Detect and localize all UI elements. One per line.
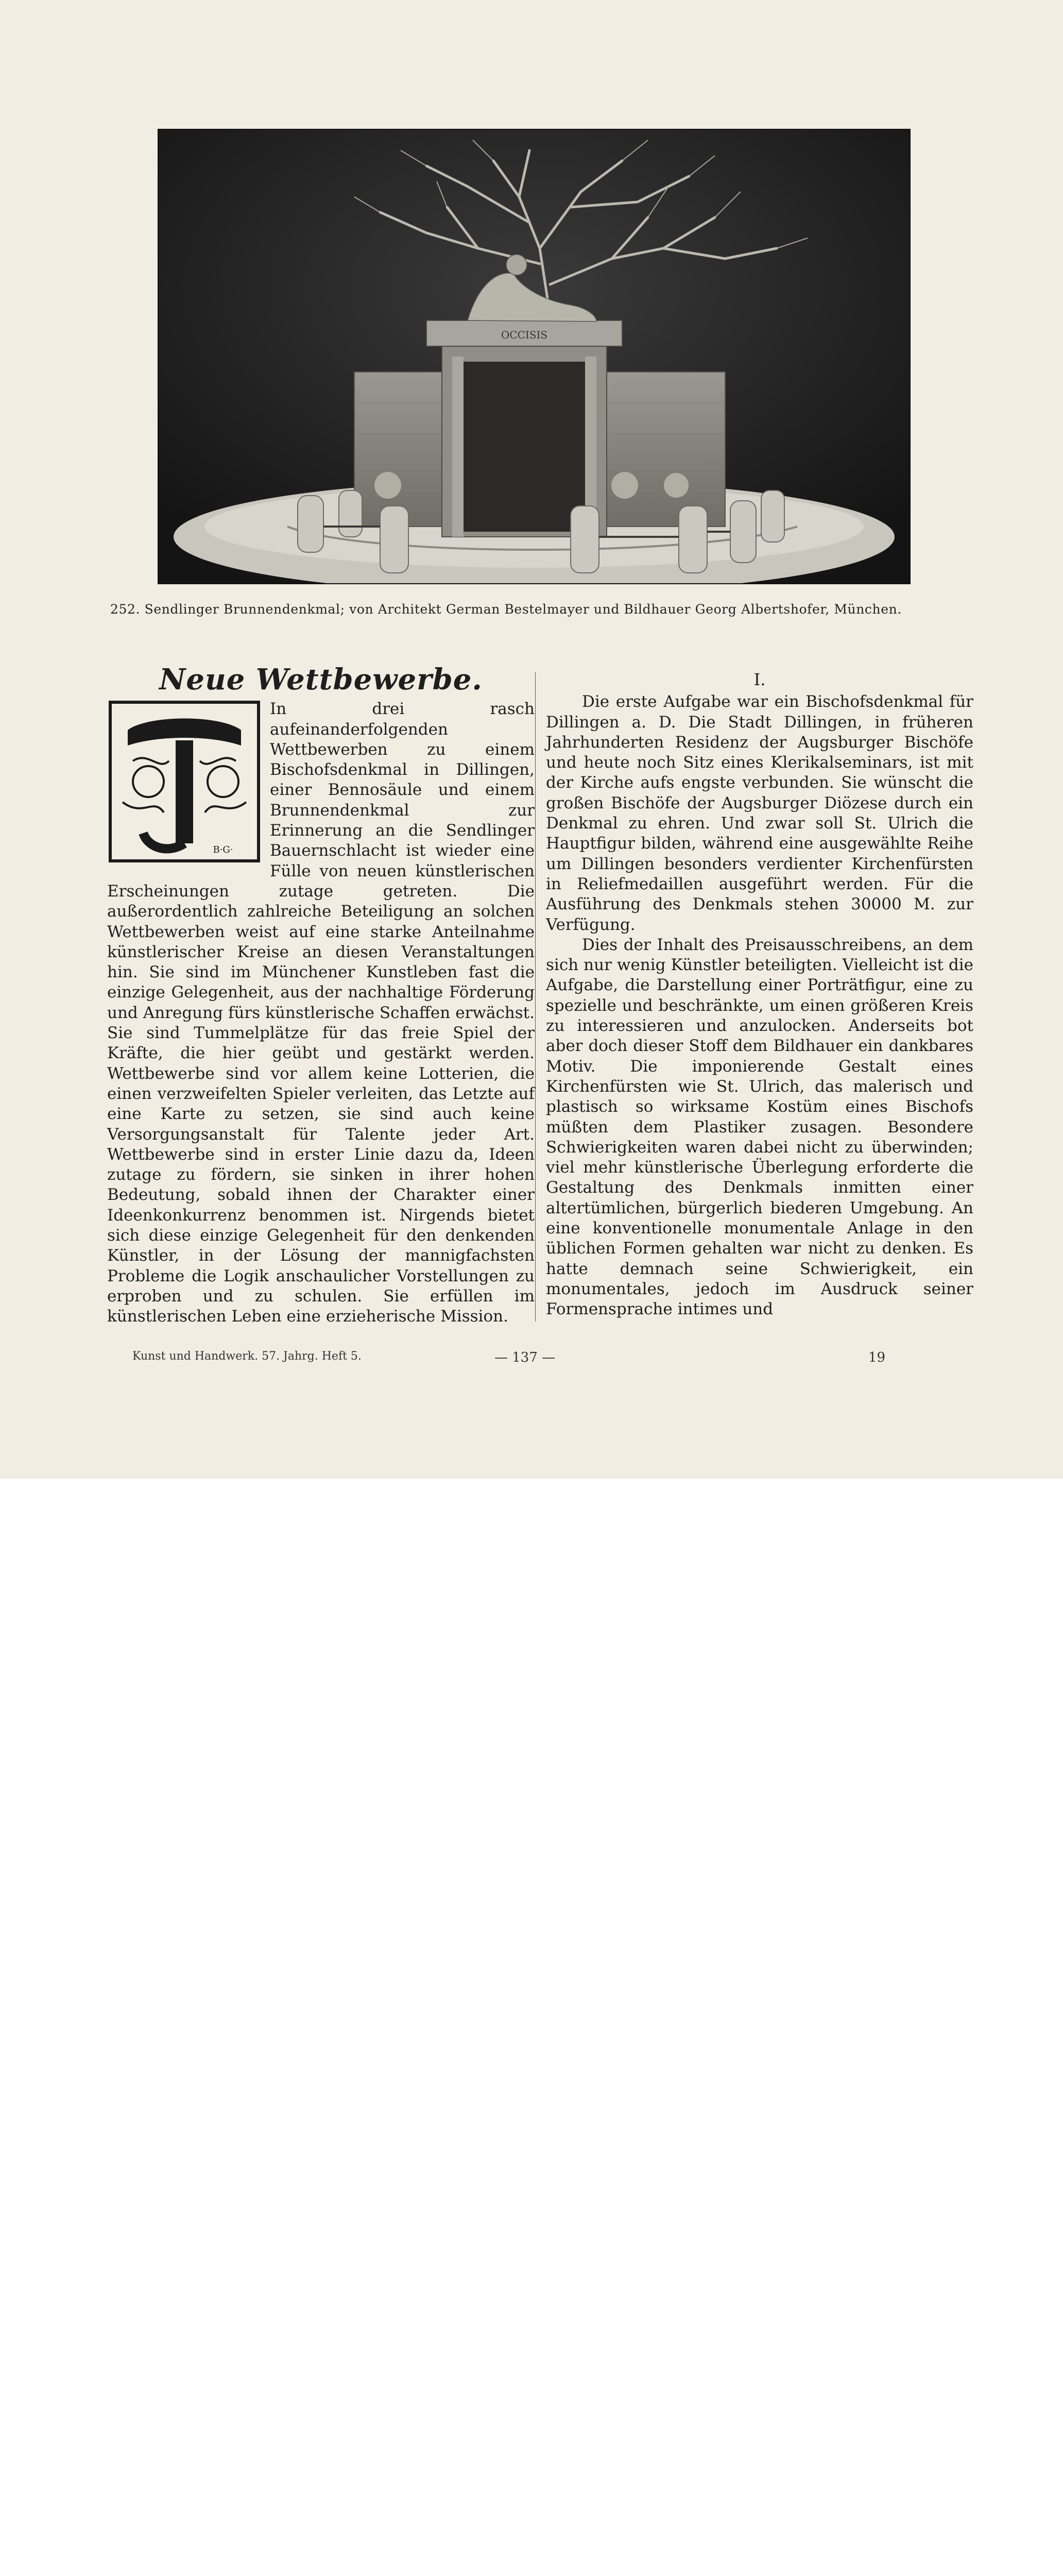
left-column bbox=[107, 663, 535, 1327]
right-paragraph-2: Dies der Inhalt des Preisausschreibens, an dem sich nur wenig Künstler beteiligten. Vielleicht ist die Aufgabe, die Darstellung einer Porträtfigur, eine zu spezielle und beschränkte, um einen größeren Kreis zu interessieren und anzulocken. Anderseits bot aber doch dieser Stoff dem Bildhauer ein dankbares Motiv. Die imponierende Gestalt eines Kirchenfürsten wie St. Ulrich, das malerisch und plastisch so wirksame Kostüm eines Bischofs müßten dem Plastiker zusagen. Besondere Schwierigkeiten waren dabei nicht zu überwinden; viel mehr künstlerische Überlegung erforderte die Gestaltung des Denkmals inmitten einer altertümlichen, bürgerlich biederen Umgebung. An eine konventionelle monumentale Anlage in den üblichen Formen gehalten war nicht zu denken. Es hatte demnach seine Schwierigkeit, ein monumentales, jedoch im Ausdruck seiner Formensprache intimes und bbox=[546, 935, 973, 1319]
journal-footer: Kunst und Handwerk. 57. Jahrg. Heft 5. bbox=[132, 1350, 362, 1363]
column-divider bbox=[535, 672, 536, 1321]
right-paragraph-1: Die erste Aufgabe war ein Bischofsdenkmal für Dillingen a. D. Die Stadt Dillingen, in früheren Jahrhunderten Residenz der Augsburger Bischöfe und heute noch Sitz eines Klerikalseminars, ist mit der Kirche aufs engste verbunden. Sie wünscht die großen Bischöfe der Augsburger Diözese durch ein Denkmal zu ehren. Und zwar soll St. Ulrich die Hauptfigur bilden, während eine ausgewählte Reihe um Dillingen besonders verdienter Kirchenfürsten in Reliefmedaillen ausgeführt werden. Für die Ausführung des Denkmals stehen 30000 M. zur Verfügung. bbox=[546, 692, 973, 934]
page-number: — 137 — bbox=[494, 1350, 556, 1365]
right-column bbox=[546, 670, 973, 1320]
ornamental-initial-icon bbox=[107, 699, 262, 864]
signature-mark: 19 bbox=[868, 1350, 886, 1365]
decorative-initial bbox=[107, 699, 262, 864]
section-number: I. bbox=[753, 670, 766, 689]
article-title: Neue Wettbewerbe. bbox=[159, 663, 483, 697]
figure-caption: 252. Sendlinger Brunnendenkmal; von Architekt German Bestelmayer und Bildhauer Georg Albertshofer, München. bbox=[110, 602, 902, 617]
fountain-photograph bbox=[158, 129, 911, 584]
fountain-illustration bbox=[159, 130, 910, 583]
viewer-footer-bar bbox=[0, 1479, 1063, 1564]
left-paragraph-1: In drei rasch aufeinanderfolgenden Wettbewerben zu einem Bischofsdenkmal in Dillingen, einer Bennosäule und einem Brunnendenkmal zur Erinnerung an die Sendlinger Bauernschlacht ist wieder eine Fülle von neuen künstlerischen Erscheinungen zutage getreten. Die außerordentlich zahlreiche Beteiligung an solchen Wettbewerben weist auf eine starke Anteilnahme künstlerischer Kreise an diesen Veranstaltungen hin. Sie sind im Münchener Kunstleben fast die einzige Gelegenheit, aus der nachhaltige Förderung und Anregung fürs künstlerische Schaffen erwächst. Sie sind Tummelplätze für das freie Spiel der Kräfte, die hier geübt und gestärkt werden. Wettbewerbe sind vor allem keine Lotterien, die einen verzweifelten Spieler verleiten, das Letzte auf eine Karte zu setzen, sie sind auch keine Versorgungsanstalt für Talente jeder Art. Wettbewerbe sind in erster Linie dazu da, Ideen zutage zu fördern, sie sinken in ihrer hohen Bedeutung, sobald ihnen der Charakter einer Ideenkonkurrenz benommen ist. Nirgends bietet sich diese einzige Gelegenheit für den denkenden Künstler, in der Lösung der mannigfachsten Probleme die Logik anschaulicher Vorstellungen zu erproben und zu schulen. Sie erfüllen im künstlerischen Leben eine erzieherische Mission. bbox=[107, 700, 535, 1326]
initial-monogram: B·G· bbox=[213, 844, 233, 856]
portal-inscription: OCCISIS bbox=[501, 329, 548, 341]
